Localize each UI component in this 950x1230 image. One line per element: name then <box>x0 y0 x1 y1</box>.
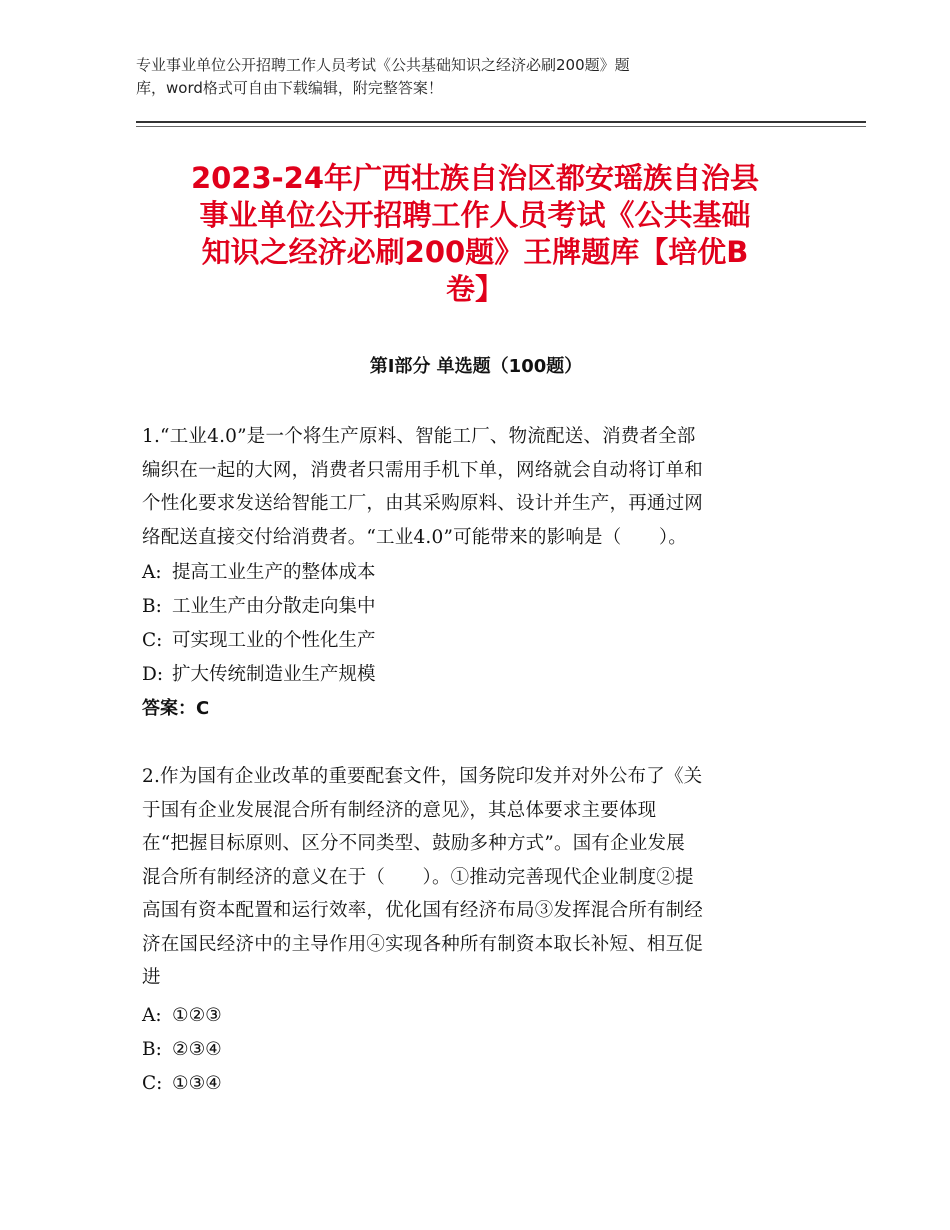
document-title <box>120 160 830 308</box>
question-line: 高国有资本配置和运行效率，优化国有经济布局③发挥混合所有制经 <box>142 900 704 921</box>
question-line: 混合所有制经济的意义在于（ ）。①推动完善现代企业制度②提 <box>142 866 694 888</box>
option-key: A: <box>142 562 162 583</box>
question-1-answer: 答案：C <box>142 698 210 719</box>
title-line: 卷】 <box>445 272 504 306</box>
option-text: ②③④ <box>172 1039 222 1060</box>
option-key: B: <box>142 596 162 617</box>
option-key: C: <box>142 630 163 651</box>
option-key: B: <box>142 1039 162 1060</box>
option-text: 可实现工业的个性化生产 <box>172 630 376 651</box>
option-text: 扩大传统制造业生产规模 <box>172 664 376 685</box>
question-1-option-c <box>142 628 782 654</box>
option-key: C: <box>142 1073 163 1094</box>
question-2-option-c <box>142 1071 782 1097</box>
title-line: 2023-24年广西壮族自治区都安瑶族自治县 <box>190 161 760 195</box>
question-line: 济在国民经济中的主导作用④实现各种所有制资本取长补短、相互促 <box>142 933 704 955</box>
question-2-option-a <box>142 1003 782 1029</box>
question-1-option-a <box>142 560 782 586</box>
title-line: 事业单位公开招聘工作人员考试《公共基础 <box>199 198 751 232</box>
header-divider <box>136 121 866 123</box>
option-text: 工业生产由分散走向集中 <box>172 596 376 617</box>
question-line: 络配送直接交付给消费者。“工业4.0”可能带来的影响是（ ）。 <box>142 526 687 548</box>
header-note-line: 库，word格式可自由下载编辑，附完整答案！ <box>136 79 443 97</box>
option-text: 提高工业生产的整体成本 <box>172 562 376 583</box>
header-divider-thin <box>136 126 866 127</box>
question-1-text <box>142 420 802 554</box>
question-1-option-d <box>142 662 782 688</box>
header-note-line: 专业事业单位公开招聘工作人员考试《公共基础知识之经济必刷200题》题 <box>136 56 630 74</box>
question-1-option-b <box>142 594 782 620</box>
question-line: 2.作为国有企业改革的重要配套文件，国务院印发并对外公布了《关 <box>142 766 703 787</box>
question-line: 1.“工业4.0”是一个将生产原料、智能工厂、物流配送、消费者全部 <box>142 426 696 447</box>
option-text: ①②③ <box>172 1005 222 1026</box>
question-line: 于国有企业发展混合所有制经济的意见》，其总体要求主要体现 <box>142 799 657 821</box>
question-2-option-b <box>142 1037 782 1063</box>
option-key: D: <box>142 664 164 685</box>
header-note <box>136 54 776 100</box>
question-line: 个性化要求发送给智能工厂，由其采购原料、设计并生产，再通过网 <box>142 493 704 514</box>
question-2-text <box>142 760 802 995</box>
section-title: 第Ⅰ部分 单选题（100题） <box>369 356 583 377</box>
question-line: 进 <box>142 967 161 988</box>
question-line: 编织在一起的大网，消费者只需用手机下单，网络就会自动将订单和 <box>142 459 704 481</box>
question-line: 在“把握目标原则、区分不同类型、鼓励多种方式”。国有企业发展 <box>142 833 685 854</box>
option-text: ①③④ <box>172 1073 222 1094</box>
title-line: 知识之经济必刷200题》王牌题库【培优B <box>201 235 749 269</box>
option-key: A: <box>142 1005 162 1026</box>
